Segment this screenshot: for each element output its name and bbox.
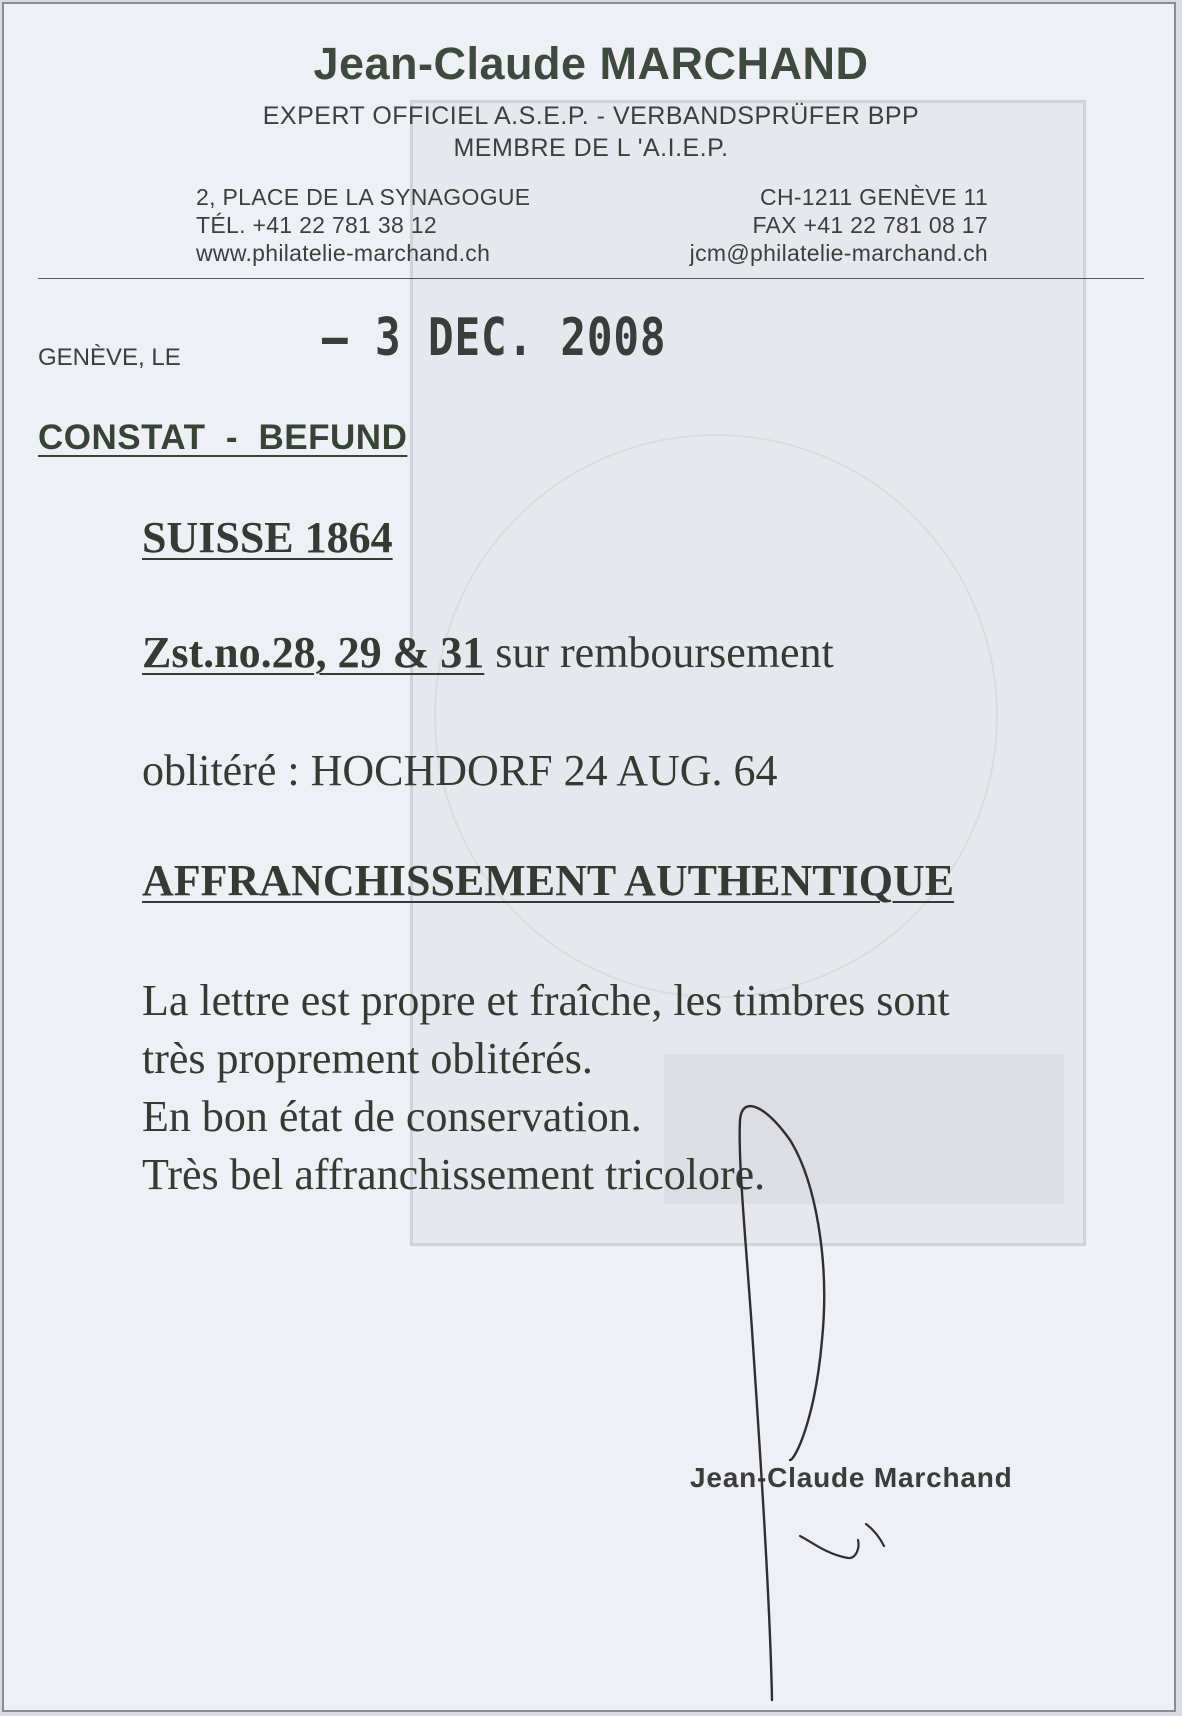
stamp-numbers: Zst.no.28, 29 & 31 <box>142 628 485 677</box>
description-line: En bon état de conservation. <box>142 1092 642 1141</box>
background-postmark-ghost <box>434 434 998 998</box>
website: www.philatelie-marchand.ch <box>196 240 491 266</box>
expert-name-heading: Jean-Claude MARCHAND <box>313 38 869 89</box>
street-address: 2, PLACE DE LA SYNAGOGUE <box>196 184 531 210</box>
email: jcm@philatelie-marchand.ch <box>689 240 988 266</box>
cancellation-line: oblitéré : HOCHDORF 24 AUG. 64 <box>142 746 778 795</box>
date-stamp: – 3 DEC. 2008 <box>322 308 667 368</box>
stamp-context: sur remboursement <box>484 628 834 677</box>
country-year: SUISSE 1864 <box>142 513 393 562</box>
phone-number: TÉL. +41 22 781 38 12 <box>196 212 437 238</box>
stamp-line <box>142 627 834 678</box>
expert-credentials: EXPERT OFFICIEL A.S.E.P. - VERBANDSPRÜFER BPP <box>262 102 920 130</box>
verdict: AFFRANCHISSEMENT AUTHENTIQUE <box>142 856 955 905</box>
fax-number: FAX +41 22 781 08 17 <box>752 212 988 238</box>
address-block-left <box>196 183 530 267</box>
signatory-name: Jean-Claude Marchand <box>690 1462 1013 1493</box>
description-line: très proprement oblitérés. <box>142 1034 593 1083</box>
section-title: CONSTAT - BEFUND <box>38 418 408 457</box>
description-line: La lettre est propre et fraîche, les timbres sont <box>142 976 950 1025</box>
expert-membership: MEMBRE DE L 'A.I.E.P. <box>453 134 729 162</box>
place-label: GENÈVE, LE <box>38 344 181 371</box>
address-block-right <box>690 183 988 267</box>
description-line: Très bel affranchissement tricolore. <box>142 1150 766 1199</box>
postal-city: CH-1211 GENÈVE 11 <box>760 184 988 210</box>
header-divider <box>38 278 1144 279</box>
description-block <box>142 972 950 1204</box>
